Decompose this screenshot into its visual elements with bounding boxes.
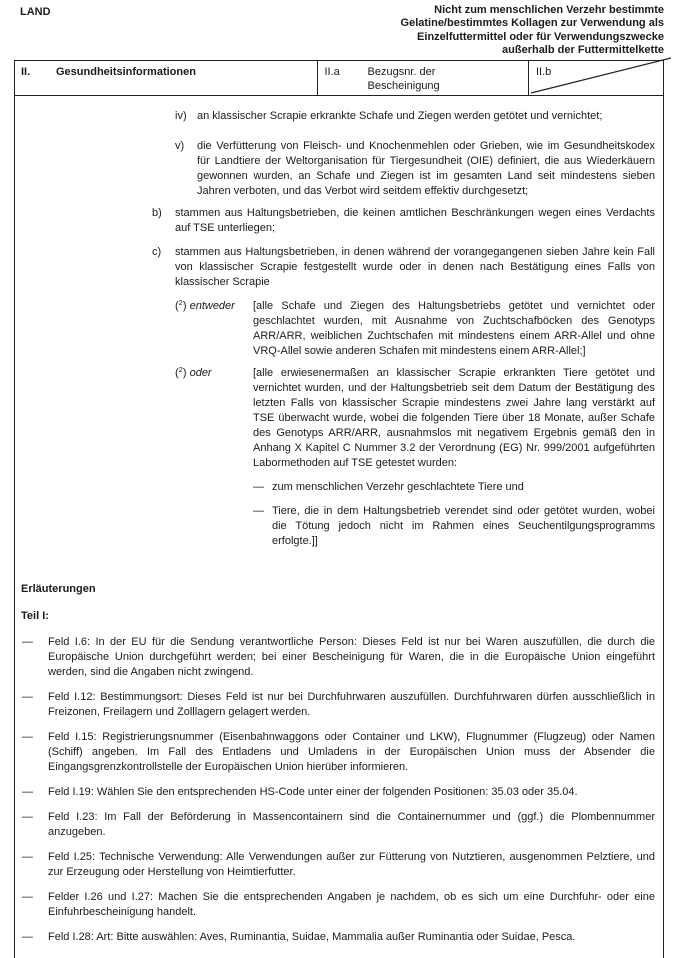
clause-marker: c) (152, 246, 162, 258)
dash-marker: — (22, 731, 33, 743)
footnote-option-marker: ($^2$) oder (175, 365, 212, 379)
note-item (15, 690, 655, 720)
reference-number-header-cell (318, 61, 530, 95)
option-word: oder (189, 367, 212, 379)
option-word: entweder (189, 300, 235, 312)
iib-header-cell (529, 61, 663, 95)
part-number: II. (21, 66, 31, 78)
part-title: Gesundheitsinformationen (56, 66, 196, 78)
clause-text: an klassischer Scrapie erkrankte Schafe und Ziegen werden getötet und vernichtet; (197, 110, 603, 122)
footnote-ref: 2 (178, 298, 183, 307)
iib-cell-label: II.b (536, 66, 552, 78)
option-text: [alle Schafe und Ziegen des Haltungsbetriebs getötet und vernichtet oder geschlachtet wurden, mit Ausnahme von Zuchtschafböcken des Genotyps ARR/ARR, weiblichen Zuchtschafen mit mindestens einem ARR-Allel und ohne VRQ-Allel sowie anderen Schafen mit mindestens einem ARR-Allel;] (253, 300, 655, 357)
clause-marker: v) (175, 140, 185, 152)
notes-heading: Erläuterungen (21, 583, 96, 595)
note-item (15, 930, 655, 945)
note-item (15, 890, 655, 920)
document-title-line: Einzelfuttermittel oder für Verwendungszwecke (417, 30, 664, 43)
dash-marker: — (22, 851, 33, 863)
note-text: Feld I.23: Im Fall der Beförderung in Massencontainern sind die Containernummer und (ggf.) die Plombennummer anzugeben. (48, 811, 655, 838)
clause-option-oder (15, 366, 655, 471)
health-info-body (15, 96, 663, 945)
footnote-ref: 2 (178, 365, 183, 374)
table-header-row (15, 61, 663, 96)
note-text: Feld I.15: Registrierungsnummer (Eisenbahnwaggons oder Container und LKW), Flugnummer (Flugzeug) oder Namen (Schiff) angeben. Im Fall des Entladens und Umladens in der Europäischen Union muss der Absender die Eingangsgrenzkontrollstelle der Europäischen Union hierüber informieren. (48, 731, 655, 773)
footnote-option-marker: ($^2$) entweder (175, 298, 235, 312)
ref-cell-label: Bezugsnr. der Bescheinigung (367, 66, 440, 92)
dash-marker: — (22, 786, 33, 798)
sub-dash-text: Tiere, die in dem Haltungsbetrieb verendet sind oder getötet wurden, wobei die Tötung jedoch nicht im Rahmen eines Seuchentilgungsprogramms erfolgte.]] (272, 505, 655, 547)
ref-cell-number: II.a (324, 66, 340, 78)
note-text: Feld I.6: In der EU für die Sendung verantwortliche Person: Dieses Feld ist nur bei Waren auszufüllen, die durch die Europäische Union durchgeführt werden; bei einer Bescheinigung für Waren, die in die Europäische Union eingeführt werden, sind die Angaben nicht zwingend. (48, 636, 655, 678)
sub-dash-text: zum menschlichen Verzehr geschlachtete Tiere und (272, 481, 524, 493)
clause-marker: b) (152, 207, 162, 219)
clause-item-c (15, 245, 655, 290)
diagonal-line-icon (529, 61, 662, 94)
note-item (15, 730, 655, 775)
clause-item-b (15, 206, 655, 236)
dash-marker: — (22, 931, 33, 943)
dash-marker: — (22, 891, 33, 903)
country-field-label: LAND (20, 6, 51, 18)
clause-item-iv (15, 109, 655, 124)
note-item (15, 635, 655, 680)
document-title-line: Nicht zum menschlichen Verzehr bestimmte (434, 4, 664, 16)
dash-marker: — (253, 481, 264, 493)
sub-dash-item (15, 480, 655, 495)
note-item (15, 850, 655, 880)
document-title-line: Gelatine/bestimmtes Kollagen zur Verwendung als (400, 17, 664, 30)
clause-text: die Verfütterung von Fleisch- und Knochenmehlen oder Grieben, wie im Gesundheitskodex für Landtiere der Weltorganisation für Tiergesundheit (OIE) definiert, die aus Wiederkäuern gewonnen wurden, an Schafe und Ziegen ist im gesamten Land seit mindestens sieben Jahren verboten, und das Verbot wird seitdem effektiv durchgesetzt; (197, 140, 655, 197)
part-ii-header-cell (15, 61, 318, 95)
clause-marker: iv) (175, 110, 187, 122)
clause-option-entweder (15, 299, 655, 359)
sub-dash-item (15, 504, 655, 549)
health-info-table (14, 60, 664, 958)
dash-marker: — (253, 505, 264, 517)
note-item (15, 785, 655, 800)
notes-part-heading: Teil I: (21, 610, 49, 622)
document-title-line: außerhalb der Futtermittelkette (502, 44, 664, 57)
document-title (234, 4, 664, 58)
note-text: Feld I.28: Art: Bitte auswählen: Aves, Ruminantia, Suidae, Mammalia außer Ruminantia oder Suidae, Pesca. (48, 931, 576, 943)
clause-text: stammen aus Haltungsbetrieben, die keinen amtlichen Beschränkungen wegen eines Verdachts auf TSE unterliegen; (175, 207, 655, 234)
note-item (15, 810, 655, 840)
dash-marker: — (22, 636, 33, 648)
note-text: Felder I.26 und I.27: Machen Sie die entsprechenden Angaben je nachdem, ob es sich um eine Durchfuhr- oder eine Einfuhrbescheinigung handelt. (48, 891, 655, 918)
dash-marker: — (22, 811, 33, 823)
clause-item-v (15, 139, 655, 199)
note-text: Feld I.19: Wählen Sie den entsprechenden HS-Code unter einer der folgenden Positionen: 35.03 oder 35.04. (48, 786, 578, 798)
note-text: Feld I.12: Bestimmungsort: Dieses Feld ist nur bei Durchfuhrwaren auszufüllen. Durchfuhrwaren dürfen ausschließlich in Freizonen, Freilagern und Zolllagern gelagert werden. (48, 691, 655, 718)
clause-text: stammen aus Haltungsbetrieben, in denen während der vorangegangenen sieben Jahre kein Fall von klassischer Scrapie festgestellt wurde oder in denen nach Bestätigung eines Falls von klassischer Scrapie (175, 246, 655, 288)
option-text: [alle erwiesenermaßen an klassischer Scrapie erkrankten Tiere getötet und vernichtet wurden, und der Haltungsbetrieb seit dem Datum der Bestätigung des letzten Falls von klassischer Scrapie mindestens zwei Jahre lang verstärkt auf TSE überwacht wurde, wobei die folgenden Tiere über 18 Monate, außer Schafe des Genotyps ARR/ARR, ausnahmslos mit negativem Ergebnis gemäß den in Anhang X Kapitel C Nummer 3.2 der Verordnung (EG) Nr. 999/2001 aufgeführten Labormethoden auf TSE getestet wurden: (253, 367, 655, 469)
dash-marker: — (22, 691, 33, 703)
note-text: Feld I.25: Technische Verwendung: Alle Verwendungen außer zur Fütterung von Nutztieren, ausgenommen Pelztiere, und zur Erzeugung oder Herstellung von Heimtierfutter. (48, 851, 655, 878)
